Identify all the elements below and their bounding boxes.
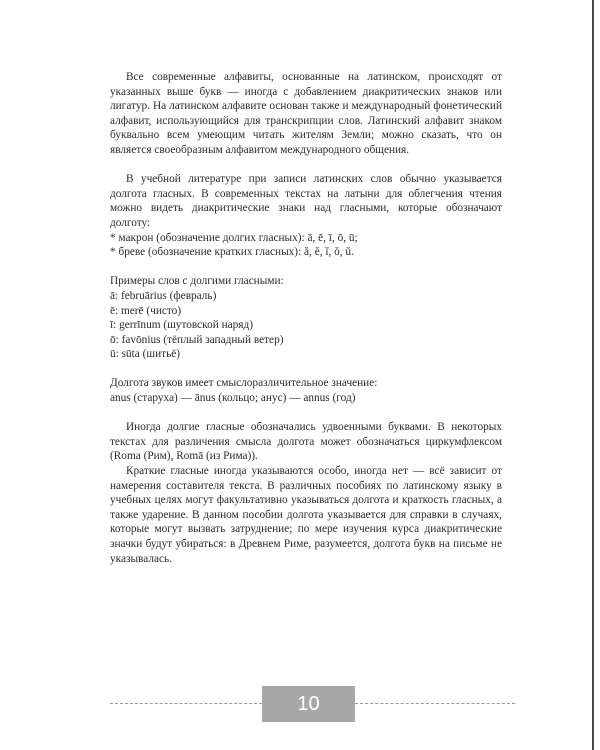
meaning-heading: Долгота звуков имеет смыслоразличительное значение: <box>110 377 378 390</box>
meaning-distinction-block <box>110 376 502 405</box>
footer-divider-left <box>110 703 262 704</box>
long-vowel-examples <box>110 274 502 362</box>
example-item-e: ē: merē (чисто) <box>110 304 182 317</box>
breve-mark-line: * бреве (обозначение кратких гласных): ă, ĕ, ĭ, ŏ, ŭ. <box>110 246 354 259</box>
paragraph-gap <box>110 260 502 275</box>
meaning-example: anus (старуха) — ānus (кольцо; анус) — annus (год) <box>110 392 356 405</box>
page-edge <box>592 0 594 750</box>
example-item-a: ā: februārius (февраль) <box>110 289 217 302</box>
page-body <box>110 70 502 566</box>
example-item-u: ū: sūta (шитьё) <box>110 348 181 361</box>
examples-heading: Примеры слов с долгими гласными: <box>110 275 284 288</box>
paragraph-gap <box>110 406 502 421</box>
paragraph-gap <box>110 158 502 173</box>
example-item-i: ī: gerrīnum (шутовской наряд) <box>110 319 254 332</box>
paragraph-gap <box>110 362 502 377</box>
example-item-o: ō: favōnius (тёплый западный ветер) <box>110 333 284 346</box>
intro-paragraph: Все современные алфавиты, основанные на латинском, происходят от указанных выше букв — иногда с добавлением диакритических знаков или лигатур. На латинском алфавите основан также и международный фонетический алфавит, использующийся для транскрипции слов. Латинский алфавит знаком буквально всем умеющим читать жителям Земли; можно сказать, что он является своеобразным алфавитом международного общения. <box>110 71 502 156</box>
length-notation-paragraph: В учебной литературе при записи латинских слов обычно указывается долгота гласных. В современных текстах на латыни для облегчения чтения можно видеть диакритические знаки над гласными, которые обозначают долготу: <box>110 173 502 229</box>
page-footer <box>0 686 594 722</box>
page-number: 10 <box>262 686 355 722</box>
short-vowels-paragraph: Краткие гласные иногда указываются особо, иногда нет — всё зависит от намерения составителя текста. В различных пособиях по латинскому языку в учебных целях могут факультативно указываться долгота и краткость гласных, а также ударение. В данном пособии долгота указывается для справки в случаях, которые могут вызвать затруднение; по мере изучения курса диакритические значки будут убираться: в Древнем Риме, разумеется, долгота букв на письме не указывалась. <box>110 465 502 565</box>
footer-divider-right <box>355 703 515 704</box>
macron-mark-line: * макрон (обозначение долгих гласных): ā, ē, ī, ō, ū; <box>110 231 358 244</box>
diacritic-marks-list <box>110 231 502 260</box>
double-letters-paragraph: Иногда долгие гласные обозначались удвоенными буквами. В некоторых текстах для различения смысла долгота может обозначаться циркумфлексом (Roma (Рим), Romā (из Рима)). <box>110 421 502 463</box>
